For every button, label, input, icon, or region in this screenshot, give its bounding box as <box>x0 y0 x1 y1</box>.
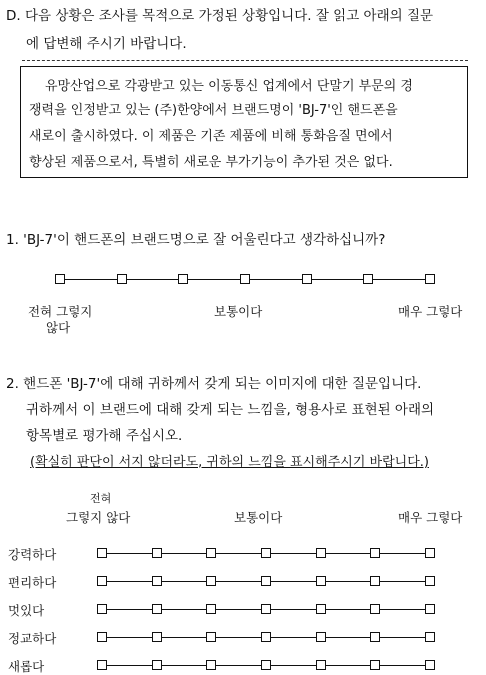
q2-row-4-box-4[interactable] <box>261 632 271 642</box>
q2-row-1-box-7[interactable] <box>425 548 435 558</box>
q2-row-3-box-4[interactable] <box>261 604 271 614</box>
q2-row-1-box-5[interactable] <box>316 548 326 558</box>
q2-row-4-box-6[interactable] <box>370 632 380 642</box>
q1-scale-box-2[interactable] <box>117 274 127 284</box>
q2-row-1-box-1[interactable] <box>97 548 107 558</box>
q1-scale-box-7[interactable] <box>425 274 435 284</box>
q2-header-mid: 보통이다 <box>234 510 283 525</box>
question-2-line-2: 귀하께서 이 브랜드에 대해 갖게 되는 느낌을, 형용사로 표현된 아래의 <box>26 402 435 418</box>
q2-row-label: 새롭다 <box>8 659 45 674</box>
scenario-box <box>20 66 468 178</box>
q2-row-3-box-3[interactable] <box>206 604 216 614</box>
q2-header-left: 전혀 <box>90 492 112 505</box>
q2-row-2-box-1[interactable] <box>97 576 107 586</box>
q2-row-1-box-6[interactable] <box>370 548 380 558</box>
q2-row-2-box-3[interactable] <box>206 576 216 586</box>
q2-row-4-box-2[interactable] <box>152 632 162 642</box>
question-2-note: (확실히 판단이 서지 않더라도, 귀하의 느낌을 표시해주시기 바랍니다.) <box>30 455 429 470</box>
q1-scale-box-1[interactable] <box>55 274 65 284</box>
q2-row-5-box-6[interactable] <box>370 660 380 670</box>
q2-row-label: 강력하다 <box>8 547 57 562</box>
q2-header-right: 매우 그렇다 <box>398 510 463 525</box>
q1-label-right: 매우 그렇다 <box>398 304 463 319</box>
divider <box>22 60 468 61</box>
q2-row-1-box-2[interactable] <box>152 548 162 558</box>
question-1-text: 1. 'BJ-7'이 핸드폰의 브랜드명으로 잘 어울린다고 생각하십니까? <box>6 232 386 248</box>
q2-row-5-box-2[interactable] <box>152 660 162 670</box>
q2-row-4-box-1[interactable] <box>97 632 107 642</box>
q1-label-left: 전혀 그렇지 <box>28 304 93 319</box>
q2-row-2-box-2[interactable] <box>152 576 162 586</box>
q2-row-label: 멋있다 <box>8 603 45 618</box>
q2-row-5-box-1[interactable] <box>97 660 107 670</box>
q2-row-4-box-3[interactable] <box>206 632 216 642</box>
q2-row-2-box-4[interactable] <box>261 576 271 586</box>
q2-row-label: 편리하다 <box>8 575 57 590</box>
q2-row-4-box-7[interactable] <box>425 632 435 642</box>
q2-row-5-box-4[interactable] <box>261 660 271 670</box>
q2-row-1-box-4[interactable] <box>261 548 271 558</box>
q2-row-3-box-7[interactable] <box>425 604 435 614</box>
q2-row-label: 정교하다 <box>8 631 57 646</box>
question-2-line-1: 2. 핸드폰 'BJ-7'에 대해 귀하께서 갖게 되는 이미지에 대한 질문입니다. <box>6 376 422 392</box>
intro-line-1: D. 다음 상황은 조사를 목적으로 가정된 상황입니다. 잘 읽고 아래의 질문 <box>6 8 434 24</box>
q2-row-2-box-6[interactable] <box>370 576 380 586</box>
q2-row-1-box-3[interactable] <box>206 548 216 558</box>
q2-header-left-2: 그렇지 않다 <box>66 510 131 525</box>
q1-scale-box-4[interactable] <box>240 274 250 284</box>
q2-row-3-box-1[interactable] <box>97 604 107 614</box>
q2-row-3-box-6[interactable] <box>370 604 380 614</box>
scenario-line-1: 유망산업으로 각광받고 있는 이동통신 업계에서 단말기 부문의 경 <box>45 79 413 94</box>
q1-scale-box-3[interactable] <box>178 274 188 284</box>
q2-row-4-box-5[interactable] <box>316 632 326 642</box>
scenario-line-4: 향상된 제품으로서, 특별히 새로운 부가기능이 추가된 것은 없다. <box>29 155 393 170</box>
q1-label-left-2: 않다 <box>46 320 71 335</box>
question-2-line-3: 항목별로 평가해 주십시오. <box>26 428 183 444</box>
q2-row-5-box-5[interactable] <box>316 660 326 670</box>
q2-row-5-box-7[interactable] <box>425 660 435 670</box>
q2-row-2-box-5[interactable] <box>316 576 326 586</box>
q1-scale-box-6[interactable] <box>363 274 373 284</box>
q2-row-2-box-7[interactable] <box>425 576 435 586</box>
q2-row-3-box-2[interactable] <box>152 604 162 614</box>
q2-row-5-box-3[interactable] <box>206 660 216 670</box>
scenario-line-2: 쟁력을 인정받고 있는 (주)한양에서 브랜드명이 'BJ-7'인 핸드폰을 <box>29 103 398 118</box>
intro-line-2: 에 답변해 주시기 바랍니다. <box>26 36 187 52</box>
q1-label-mid: 보통이다 <box>214 304 263 319</box>
q2-row-3-box-5[interactable] <box>316 604 326 614</box>
scenario-line-3: 새로이 출시하였다. 이 제품은 기존 제품에 비해 통화음질 면에서 <box>29 129 393 144</box>
q1-scale-box-5[interactable] <box>302 274 312 284</box>
